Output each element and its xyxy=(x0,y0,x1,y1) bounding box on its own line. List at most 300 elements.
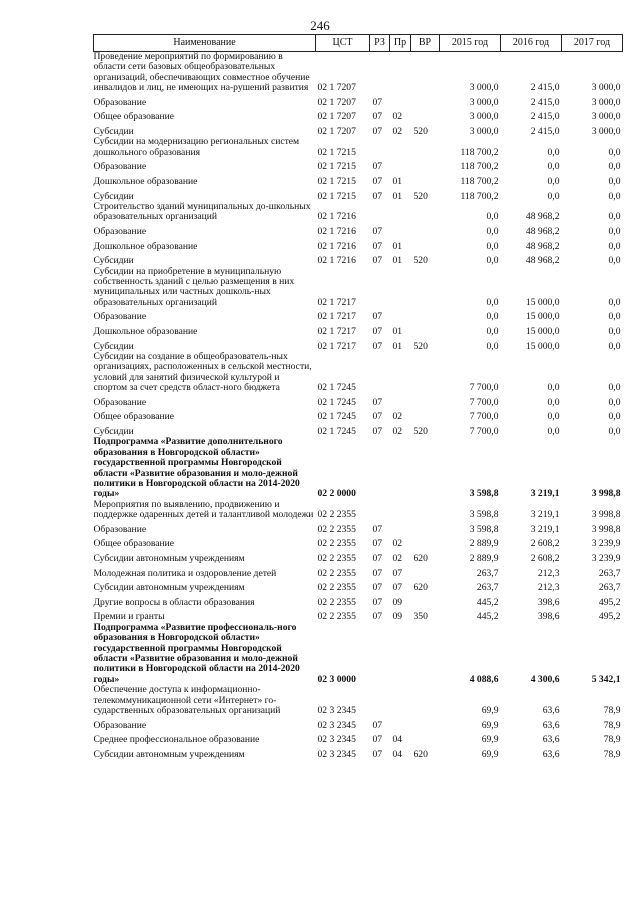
row-2016: 0,0 xyxy=(547,190,560,202)
page-number: 246 xyxy=(310,18,330,33)
row-vr: 520 xyxy=(413,255,428,267)
row-rz: 07 xyxy=(372,190,383,202)
row-cst: 02 1 7215 xyxy=(317,146,356,158)
row-cst: 02 1 7215 xyxy=(317,161,356,173)
row-name: Субсидии на приобретение в муниципальную собственность зданий с целью размещения в них муниципальных или частных дошколь-ных образовательных организаций xyxy=(93,265,295,308)
row-vr xyxy=(411,594,440,609)
row-2017: 0,0 xyxy=(608,382,621,394)
row-2016: 2 415,0 xyxy=(530,126,560,137)
row-name: Подпрограмма «Развитие дополнительного образования в Новгородской области» государственной программы Новгородской области «Развитие образования и моло-дежной политики в Новгородской области на 2014-2020 годы» xyxy=(93,436,300,500)
row-2016: 398,6 xyxy=(537,596,560,608)
row-cst: 02 1 7216 xyxy=(317,255,356,267)
row-rz: 07 xyxy=(372,611,383,623)
row-2016: 15 000,0 xyxy=(525,296,560,308)
row-2016: 48 968,2 xyxy=(525,211,560,223)
row-2016: 48 968,2 xyxy=(525,240,560,252)
row-vr xyxy=(411,323,440,338)
row-vr xyxy=(411,137,440,158)
row-vr xyxy=(411,564,440,579)
table-row xyxy=(94,108,623,123)
table-row xyxy=(94,500,623,521)
row-name: Субсидии на создание в общеобразователь-ных организациях, расположенных в сельской местности, условий для занятий физической культурой и спортом за счет средств област-ного бюджета xyxy=(93,351,312,394)
table-row xyxy=(94,608,623,623)
row-vr xyxy=(411,308,440,323)
row-2015: 69,9 xyxy=(481,734,499,746)
table-row xyxy=(94,535,623,550)
row-2015: 118 700,2 xyxy=(460,146,499,158)
row-2016: 63,6 xyxy=(542,719,560,731)
row-2015: 7 700,0 xyxy=(469,382,499,394)
row-2016: 3 219,1 xyxy=(530,488,560,500)
row-pr: 01 xyxy=(392,326,403,337)
row-rz: 07 xyxy=(372,411,383,423)
row-cst: 02 2 2355 xyxy=(317,596,356,608)
row-pr xyxy=(390,437,411,499)
row-cst: 02 2 2355 xyxy=(317,538,356,550)
row-vr: 620 xyxy=(413,553,428,565)
row-name: Молодежная политика и оздоровление детей xyxy=(93,567,277,579)
row-rz xyxy=(370,437,390,499)
table-row xyxy=(94,746,623,761)
header-pr: Пр xyxy=(390,35,411,52)
row-pr xyxy=(390,158,411,173)
row-cst: 02 2 2355 xyxy=(317,567,356,579)
row-2015: 3 598,8 xyxy=(469,488,499,500)
header-name: Наименование xyxy=(94,35,316,52)
row-pr xyxy=(390,623,411,685)
row-2016: 63,6 xyxy=(542,748,560,760)
row-2017: 495,2 xyxy=(598,611,621,623)
row-rz: 07 xyxy=(372,748,383,760)
row-name: Премии и гранты xyxy=(93,611,165,623)
row-2015: 3 000,0 xyxy=(469,96,499,108)
row-name: Субсидии xyxy=(93,190,134,202)
row-rz: 07 xyxy=(372,326,383,337)
row-pr xyxy=(390,500,411,521)
row-name: Субсидии xyxy=(93,126,134,137)
row-2017: 3 000,0 xyxy=(591,96,621,108)
row-pr: 01 xyxy=(392,340,403,352)
row-name: Общее образование xyxy=(93,538,175,550)
row-rz: 07 xyxy=(372,538,383,550)
row-name: Образование xyxy=(93,311,147,323)
row-2017: 0,0 xyxy=(608,340,621,352)
row-vr xyxy=(411,716,440,731)
row-rz: 07 xyxy=(372,340,383,352)
row-name: Субсидии xyxy=(93,255,134,267)
row-2015: 7 700,0 xyxy=(469,411,499,423)
table-row xyxy=(94,223,623,238)
row-cst: 02 1 7217 xyxy=(317,340,356,352)
row-vr xyxy=(411,108,440,123)
row-cst: 02 1 7217 xyxy=(317,296,356,308)
row-vr xyxy=(411,394,440,409)
row-rz: 07 xyxy=(372,396,383,408)
row-2015: 263,7 xyxy=(476,567,499,579)
row-name: Дошкольное образование xyxy=(93,240,198,252)
row-pr: 02 xyxy=(392,553,403,565)
row-2017: 78,9 xyxy=(603,719,621,731)
row-2016: 48 968,2 xyxy=(525,226,560,237)
row-2017: 3 998,8 xyxy=(591,523,621,535)
row-cst: 02 2 2355 xyxy=(317,582,356,594)
row-2015: 7 700,0 xyxy=(469,426,499,437)
header-2016: 2016 год xyxy=(501,35,562,52)
row-rz xyxy=(370,685,390,716)
row-2015: 0,0 xyxy=(486,211,499,223)
row-2017: 263,7 xyxy=(598,582,621,594)
row-2015: 2 889,9 xyxy=(469,553,499,565)
row-vr xyxy=(411,52,440,94)
row-pr: 07 xyxy=(392,582,403,594)
row-2015: 445,2 xyxy=(476,596,499,608)
row-2015: 118 700,2 xyxy=(460,161,499,173)
row-2016: 398,6 xyxy=(537,611,560,623)
row-vr xyxy=(411,408,440,423)
table-row xyxy=(94,202,623,223)
row-pr: 02 xyxy=(392,426,403,437)
row-cst: 02 3 2345 xyxy=(317,734,356,746)
row-2017: 3 239,9 xyxy=(591,538,621,550)
row-rz: 07 xyxy=(372,523,383,535)
table-row xyxy=(94,94,623,109)
row-cst: 02 1 7216 xyxy=(317,226,356,237)
row-2017: 0,0 xyxy=(608,411,621,423)
row-cst: 02 1 7215 xyxy=(317,176,356,187)
row-2015: 0,0 xyxy=(486,340,499,352)
row-pr: 01 xyxy=(392,240,403,252)
row-cst: 02 1 7207 xyxy=(317,96,356,108)
row-vr xyxy=(411,437,440,499)
row-cst: 02 2 2355 xyxy=(317,553,356,565)
row-vr xyxy=(411,352,440,394)
table-row xyxy=(94,716,623,731)
row-2017: 78,9 xyxy=(603,734,621,746)
row-cst: 02 1 7216 xyxy=(317,240,356,252)
row-name: Мероприятия по выявлению, продвижению и поддержке одаренных детей и талантливой молодежи xyxy=(93,498,314,521)
row-2015: 0,0 xyxy=(486,240,499,252)
row-rz: 07 xyxy=(372,255,383,267)
row-cst: 02 3 2345 xyxy=(317,748,356,760)
row-2017: 78,9 xyxy=(603,748,621,760)
row-rz xyxy=(370,137,390,158)
row-2016: 0,0 xyxy=(547,411,560,423)
row-2016: 48 968,2 xyxy=(525,255,560,267)
row-2015: 0,0 xyxy=(486,311,499,323)
row-vr xyxy=(411,500,440,521)
row-2016: 212,3 xyxy=(537,567,560,579)
row-2017: 0,0 xyxy=(608,226,621,237)
row-2016: 0,0 xyxy=(547,426,560,437)
row-rz xyxy=(370,623,390,685)
table-row xyxy=(94,731,623,746)
row-vr xyxy=(411,94,440,109)
row-2017: 0,0 xyxy=(608,176,621,187)
row-cst: 02 1 7245 xyxy=(317,382,356,394)
row-2016: 63,6 xyxy=(542,734,560,746)
row-vr xyxy=(411,535,440,550)
row-2016: 2 415,0 xyxy=(530,82,560,94)
row-pr xyxy=(390,352,411,394)
row-2015: 0,0 xyxy=(486,326,499,337)
row-2017: 0,0 xyxy=(608,190,621,202)
row-2016: 0,0 xyxy=(547,146,560,158)
row-vr xyxy=(411,202,440,223)
row-cst: 02 2 2355 xyxy=(317,611,356,623)
table-row xyxy=(94,137,623,158)
row-rz: 07 xyxy=(372,226,383,237)
row-2017: 495,2 xyxy=(598,596,621,608)
table-row xyxy=(94,623,623,685)
row-cst: 02 1 7245 xyxy=(317,411,356,423)
row-2017: 0,0 xyxy=(608,146,621,158)
row-rz: 07 xyxy=(372,161,383,173)
row-name: Образование xyxy=(93,96,147,108)
row-name: Субсидии xyxy=(93,426,134,437)
row-vr xyxy=(411,237,440,252)
row-vr: 620 xyxy=(413,582,428,594)
row-2015: 69,9 xyxy=(481,705,499,717)
row-2017: 0,0 xyxy=(608,296,621,308)
row-2016: 15 000,0 xyxy=(525,311,560,323)
table-row xyxy=(94,550,623,565)
row-pr: 01 xyxy=(392,176,403,187)
row-cst: 02 3 2345 xyxy=(317,705,356,717)
row-2016: 0,0 xyxy=(547,176,560,187)
row-pr xyxy=(390,202,411,223)
row-2017: 0,0 xyxy=(608,396,621,408)
row-name: Субсидии автономным учреждениям xyxy=(93,748,245,760)
table-row xyxy=(94,685,623,716)
row-vr xyxy=(411,223,440,238)
row-name: Субсидии на модернизацию региональных систем дошкольного образования xyxy=(93,136,300,158)
row-name: Проведение мероприятий по формированию в области сети базовых общеобразовательных организаций, обеспечивающих совместное обучение инвалидов и лиц, не имеющих на-рушений развития xyxy=(93,51,310,94)
table-row xyxy=(94,394,623,409)
row-name: Субсидии автономным учреждениям xyxy=(93,582,245,594)
row-pr xyxy=(390,52,411,94)
row-2016: 3 219,1 xyxy=(530,509,560,521)
row-cst: 02 1 7207 xyxy=(317,126,356,137)
row-rz: 07 xyxy=(372,734,383,746)
row-pr: 04 xyxy=(392,748,403,760)
row-cst: 02 1 7216 xyxy=(317,211,356,223)
row-rz: 07 xyxy=(372,582,383,594)
row-2017: 0,0 xyxy=(608,255,621,267)
row-2015: 118 700,2 xyxy=(460,190,499,202)
table-row xyxy=(94,123,623,138)
row-vr: 350 xyxy=(413,611,428,623)
row-2017: 0,0 xyxy=(608,311,621,323)
row-name: Подпрограмма «Развитие профессиональ-ного образования в Новгородской области» государственной программы Новгородской области «Развитие образования и моло-дежной политики в Новгородской области на 2014-2020 годы» xyxy=(93,621,300,685)
row-cst: 02 1 7217 xyxy=(317,326,356,337)
row-2016: 2 608,2 xyxy=(530,553,560,565)
row-name: Строительство зданий муниципальных до-школьных образовательных организаций xyxy=(93,201,311,223)
table-header-row xyxy=(94,35,623,52)
row-2015: 0,0 xyxy=(486,296,499,308)
row-rz xyxy=(370,202,390,223)
row-pr: 01 xyxy=(392,255,403,267)
table-row xyxy=(94,308,623,323)
row-pr xyxy=(390,685,411,716)
row-cst: 02 2 2355 xyxy=(317,523,356,535)
row-2017: 3 000,0 xyxy=(591,126,621,137)
row-rz: 07 xyxy=(372,426,383,437)
row-cst: 02 3 0000 xyxy=(317,673,356,685)
row-2015: 3 000,0 xyxy=(469,126,499,137)
row-2017: 3 000,0 xyxy=(591,111,621,123)
row-cst: 02 1 7207 xyxy=(317,111,356,123)
row-2016: 63,6 xyxy=(542,705,560,717)
row-2015: 3 000,0 xyxy=(469,111,499,123)
row-2015: 445,2 xyxy=(476,611,499,623)
row-2017: 0,0 xyxy=(608,326,621,337)
row-vr: 520 xyxy=(413,190,428,202)
table-row xyxy=(94,173,623,188)
row-2017: 0,0 xyxy=(608,211,621,223)
row-pr: 09 xyxy=(392,596,403,608)
row-rz: 07 xyxy=(372,719,383,731)
row-cst: 02 1 7207 xyxy=(317,82,356,94)
row-name: Общее образование xyxy=(93,111,175,123)
table-row xyxy=(94,237,623,252)
row-name: Субсидии xyxy=(93,340,134,352)
row-name: Образование xyxy=(93,523,147,535)
row-cst: 02 3 2345 xyxy=(317,719,356,731)
row-rz: 07 xyxy=(372,567,383,579)
row-2016: 2 415,0 xyxy=(530,96,560,108)
header-2017: 2017 год xyxy=(562,35,623,52)
row-rz: 07 xyxy=(372,176,383,187)
row-cst: 02 1 7245 xyxy=(317,396,356,408)
table-row xyxy=(94,579,623,594)
row-pr: 07 xyxy=(392,567,403,579)
row-2016: 0,0 xyxy=(547,161,560,173)
table-row xyxy=(94,187,623,202)
row-name: Дошкольное образование xyxy=(93,326,198,337)
row-2015: 0,0 xyxy=(486,226,499,237)
row-vr: 520 xyxy=(413,426,428,437)
table-row xyxy=(94,323,623,338)
row-name: Образование xyxy=(93,396,147,408)
row-pr xyxy=(390,308,411,323)
row-pr: 01 xyxy=(392,190,403,202)
row-2017: 0,0 xyxy=(608,161,621,173)
row-2016: 2 415,0 xyxy=(530,111,560,123)
table-row xyxy=(94,408,623,423)
row-pr xyxy=(390,394,411,409)
row-rz xyxy=(370,500,390,521)
row-pr xyxy=(390,223,411,238)
row-2017: 263,7 xyxy=(598,567,621,579)
row-2017: 0,0 xyxy=(608,240,621,252)
table-row xyxy=(94,352,623,394)
row-2017: 3 239,9 xyxy=(591,553,621,565)
row-name: Дошкольное образование xyxy=(93,176,198,187)
budget-table xyxy=(93,34,623,760)
row-cst: 02 2 0000 xyxy=(317,488,356,500)
row-vr: 520 xyxy=(413,126,428,137)
row-2015: 263,7 xyxy=(476,582,499,594)
row-cst: 02 1 7217 xyxy=(317,311,356,323)
row-2017: 5 342,1 xyxy=(591,673,621,685)
row-name: Среднее профессиональное образование xyxy=(93,734,260,746)
row-2015: 69,9 xyxy=(481,748,499,760)
row-2015: 118 700,2 xyxy=(460,176,499,187)
row-2015: 3 598,8 xyxy=(469,523,499,535)
table-row xyxy=(94,564,623,579)
row-rz: 07 xyxy=(372,111,383,123)
row-2017: 3 998,8 xyxy=(591,488,621,500)
row-cst: 02 2 2355 xyxy=(317,509,356,521)
row-rz xyxy=(370,267,390,309)
row-2015: 7 700,0 xyxy=(469,396,499,408)
row-name: Другие вопросы в области образования xyxy=(93,596,255,608)
table-row xyxy=(94,252,623,267)
row-2016: 3 219,1 xyxy=(530,523,560,535)
row-cst: 02 1 7245 xyxy=(317,426,356,437)
row-rz xyxy=(370,352,390,394)
row-2016: 212,3 xyxy=(537,582,560,594)
header-2015: 2015 год xyxy=(440,35,501,52)
row-rz: 07 xyxy=(372,311,383,323)
row-name: Образование xyxy=(93,226,147,237)
table-body xyxy=(94,52,623,761)
header-vr: ВР xyxy=(411,35,440,52)
table-row xyxy=(94,423,623,438)
row-pr: 04 xyxy=(392,734,403,746)
row-vr xyxy=(411,267,440,309)
row-rz: 07 xyxy=(372,553,383,565)
row-rz xyxy=(370,52,390,94)
row-vr xyxy=(411,685,440,716)
row-name: Субсидии автономным учреждениям xyxy=(93,553,245,565)
row-cst: 02 1 7215 xyxy=(317,190,356,202)
row-name: Общее образование xyxy=(93,411,175,423)
row-pr xyxy=(390,267,411,309)
row-pr: 02 xyxy=(392,538,403,550)
table-row xyxy=(94,52,623,94)
row-vr xyxy=(411,158,440,173)
row-pr xyxy=(390,521,411,536)
row-pr xyxy=(390,94,411,109)
table-row xyxy=(94,158,623,173)
row-2015: 69,9 xyxy=(481,719,499,731)
row-name: Образование xyxy=(93,719,147,731)
row-pr xyxy=(390,716,411,731)
row-rz: 07 xyxy=(372,596,383,608)
row-2016: 4 300,6 xyxy=(530,673,560,685)
row-2017: 0,0 xyxy=(608,426,621,437)
table-row xyxy=(94,521,623,536)
row-pr: 02 xyxy=(392,111,403,123)
row-pr: 02 xyxy=(392,126,403,137)
row-2015: 3 598,8 xyxy=(469,509,499,521)
row-2017: 78,9 xyxy=(603,705,621,717)
table-row xyxy=(94,437,623,499)
header-cst: ЦСТ xyxy=(316,35,370,52)
row-pr: 09 xyxy=(392,611,403,623)
row-vr: 620 xyxy=(413,748,428,760)
row-2016: 2 608,2 xyxy=(530,538,560,550)
row-2017: 3 000,0 xyxy=(591,82,621,94)
row-name: Обеспечение доступа к информационно-телекоммуникационной сети «Интернет» го-сударственных образовательных организаций xyxy=(93,684,281,717)
row-2015: 3 000,0 xyxy=(469,82,499,94)
table-row xyxy=(94,337,623,352)
row-2016: 15 000,0 xyxy=(525,340,560,352)
row-vr xyxy=(411,623,440,685)
row-2017: 3 998,8 xyxy=(591,509,621,521)
row-2015: 4 088,6 xyxy=(469,673,499,685)
